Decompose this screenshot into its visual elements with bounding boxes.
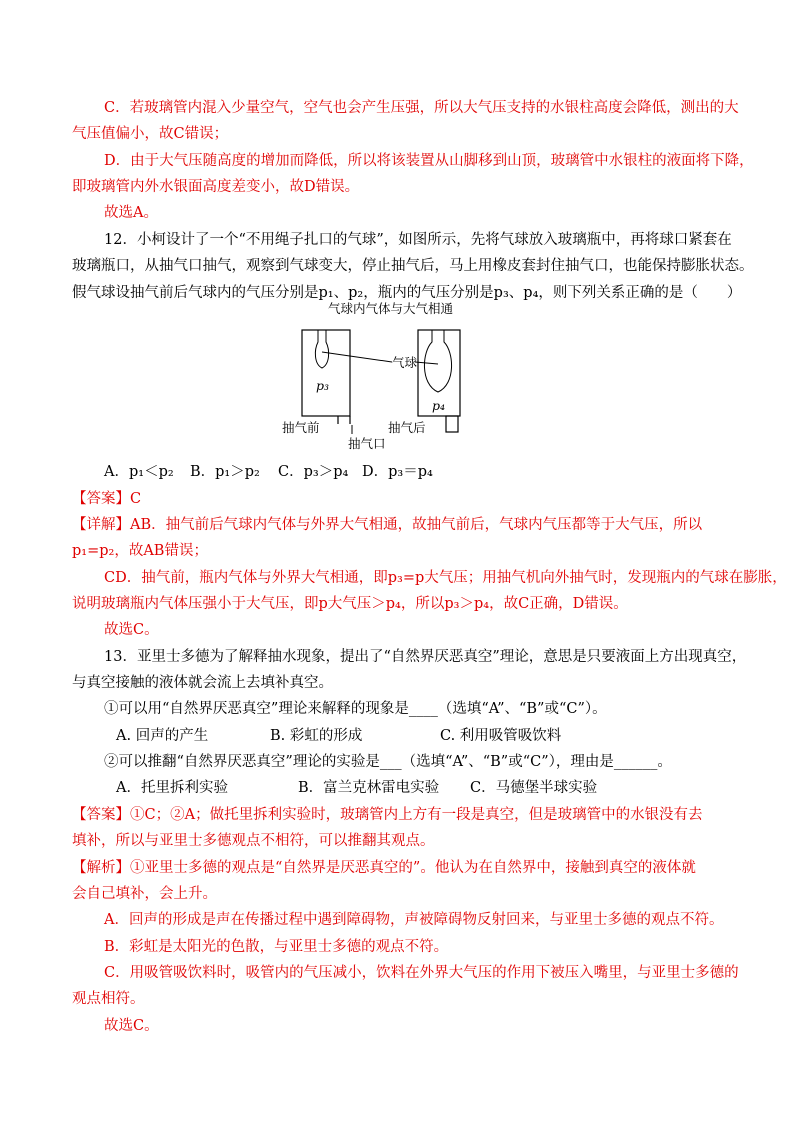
q13-sub2: ②可以推翻“自然界厌恶真空”理论的实验是___（选填“A”、“B”或“C”），理由是______。 (104, 754, 672, 770)
q12-cd-line1: CD．抽气前，瓶内气体与外界大气相通，即p₃=p大气压；用抽气机向外抽气时，发现瓶内的气球在膨胀， (104, 570, 787, 586)
q13-sub1-option-c: C. 利用吸管吸饮料 (440, 728, 562, 744)
q13-answer-line1: 【答案】①C；②A；做托里拆利实验时，玻璃管内上方有一段是真空，但是玻璃管中的水银没有去 (72, 807, 703, 823)
q12-stem-line2: 玻璃瓶口，从抽气口抽气，观察到气球变大，停止抽气后，马上用橡皮套封住抽气口，也能保持膨胀状态。 (72, 258, 754, 274)
bottle-before (302, 330, 350, 424)
q13-sub2-option-a: A．托里拆利实验 (116, 780, 228, 796)
q13-analysis-c-line1: C．用吸管吸饮料时，吸管内的气压减小，饮料在外界大气压的作用下被压入嘴里，与亚里士多德的 (104, 965, 739, 981)
q13-analysis-line1: 【解析】①亚里士多德的观点是“自然界是厌恶真空的”。他认为在自然界中，接触到真空的液体就 (72, 860, 696, 876)
q13-analysis-b: B．彩虹是太阳光的色散，与亚里士多德的观点不符。 (104, 939, 449, 955)
q12-option-a: A．p₁＜p₂ (104, 464, 174, 480)
q13-analysis-line2: 会自己填补，会上升。 (72, 886, 217, 902)
prev-option-c-line2: 气压值偏小，故C错误； (72, 126, 229, 142)
bottle-after (418, 330, 460, 432)
q13-sub1-option-b: B. 彩虹的形成 (270, 728, 363, 744)
q13-sub1-option-a: A. 回声的产生 (116, 728, 209, 744)
q12-answer: 【答案】C (72, 491, 142, 507)
q13-sub2-option-b: B．富兰克林雷电实验 (298, 780, 440, 796)
prev-conclusion: 故选A。 (104, 205, 158, 221)
q13-sub1: ①可以用“自然界厌恶真空”理论来解释的现象是____（选填“A”、“B”或“C”）。 (104, 701, 607, 717)
figure-outlet-label: 抽气口 (348, 436, 386, 450)
q12-stem-line1: 12．小柯设计了一个“不用绳子扎口的气球”，如图所示，先将气球放入玻璃瓶中，再将球口紧套在 (104, 232, 732, 248)
q12-option-c: C．p₃＞p₄ (278, 464, 349, 480)
q13-conclusion: 故选C。 (104, 1018, 159, 1034)
figure-before-label: 抽气前 (282, 420, 320, 435)
q13-analysis-a: A．回声的形成是声在传播过程中遇到障碍物，声被障碍物反射回来，与亚里士多德的观点不符。 (104, 912, 724, 928)
q12-option-b: B．p₁＞p₂ (190, 464, 260, 480)
prev-option-c-line1: C．若玻璃管内混入少量空气，空气也会产生压强，所以大气压支持的水银柱高度会降低，测出的大 (104, 100, 739, 116)
figure-balloon-label: 气球 (392, 355, 418, 370)
balloon-bottle-figure (280, 300, 480, 450)
q13-sub2-option-c: C．马德堡半球实验 (470, 780, 598, 796)
figure-top-label: 气球内气体与大气相通 (328, 301, 454, 316)
q12-detail-line1: 【详解】AB．抽气前后气球内气体与外界大气相通，故抽气前后，气球内气压都等于大气压，所以 (72, 517, 703, 533)
q13-stem-line1: 13．亚里士多德为了解释抽水现象，提出了“自然界厌恶真空”理论，意思是只要液面上方出现真空， (104, 649, 747, 665)
q13-analysis-c-line2: 观点相符。 (72, 991, 145, 1007)
q13-answer-line2: 填补，所以与亚里士多德观点不相符，可以推翻其观点。 (72, 833, 435, 849)
prev-option-d-line2: 即玻璃管内外水银面高度差变小，故D错误。 (72, 179, 360, 195)
q12-cd-line2: 说明玻璃瓶内气体压强小于大气压，即p大气压＞p₄，所以p₃＞p₄，故C正确，D错误。 (72, 596, 628, 612)
q12-option-d: D．p₃＝p₄ (362, 464, 433, 480)
q13-stem-line2: 与真空接触的液体就会流上去填补真空。 (72, 675, 333, 691)
q12-conclusion: 故选C。 (104, 622, 159, 638)
figure-after-label: 抽气后 (388, 420, 426, 435)
figure-p3-label: p₃ (316, 378, 330, 393)
figure-p4-label: p₄ (432, 398, 446, 413)
prev-option-d-line1: D．由于大气压随高度的增加而降低，所以将该装置从山脚移到山顶，玻璃管中水银柱的液面将下降， (104, 153, 754, 169)
q12-stem-line3: 假气球设抽气前后气球内的气压分别是p₁、p₂，瓶内的气压分别是p₃、p₄，则下列关系正确的是（ ） (72, 285, 742, 301)
q12-detail-line2: p₁=p₂，故AB错误； (72, 543, 208, 559)
